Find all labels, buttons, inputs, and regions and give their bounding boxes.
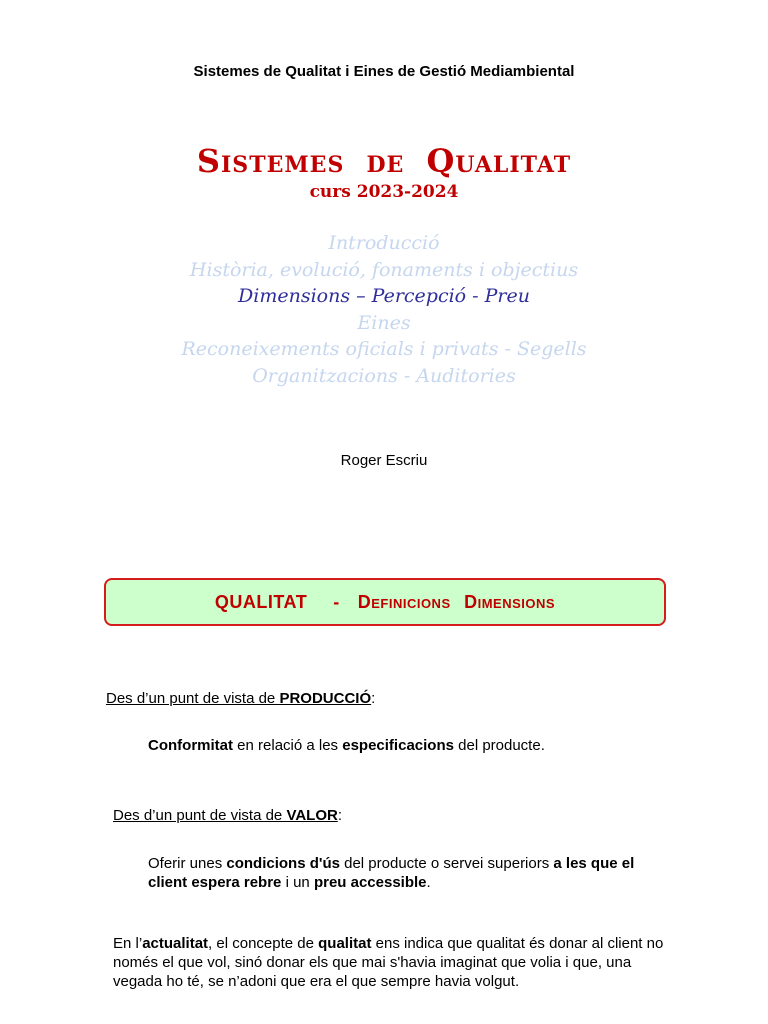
course-year: curs 2023-2024	[309, 182, 459, 202]
banner-title: QUALITAT	[214, 591, 308, 612]
topic-introduction: Introducció	[328, 232, 440, 254]
topic-history: Història, evolució, fonaments i objectius	[189, 258, 579, 281]
current-concept-paragraph: En l’actualitat, el concepte de qualitat ens indica que qualitat és donar al client no només el que vol, sinó donar els que mai s'havia imaginat que volia i que, una vegada ho té, se n’adoni que era el que sempre havia volgut.	[113, 935, 664, 990]
topic-tools: Eines	[357, 311, 411, 334]
production-definition: Conformitat en relació a les especificacions del producte.	[148, 737, 545, 754]
value-definition: Oferir unes condicions d'ús del producte o servei superiors a les que el client espera rebre i un preu accessible.	[148, 855, 635, 891]
value-heading: Des d’un punt de vista de VALOR:	[113, 807, 343, 824]
section-banner	[104, 578, 666, 626]
banner-subtitle: Definicions Dimensions	[357, 591, 556, 612]
topic-recognitions: Reconeixements oficials i privats - Segells	[181, 338, 587, 360]
author-name: Roger Escriu	[340, 452, 428, 469]
document-header: Sistemes de Qualitat i Eines de Gestió Mediambiental	[193, 63, 575, 80]
page-title: Sistemes de Qualitat	[196, 142, 572, 180]
banner-separator: -	[333, 591, 340, 612]
topic-organizations: Organitzacions - Auditories	[252, 364, 516, 387]
production-heading: Des d’un punt de vista de PRODUCCIÓ:	[106, 690, 376, 707]
topic-dimensions-current: Dimensions – Percepció - Preu	[238, 285, 530, 307]
topics-list	[0, 230, 768, 389]
